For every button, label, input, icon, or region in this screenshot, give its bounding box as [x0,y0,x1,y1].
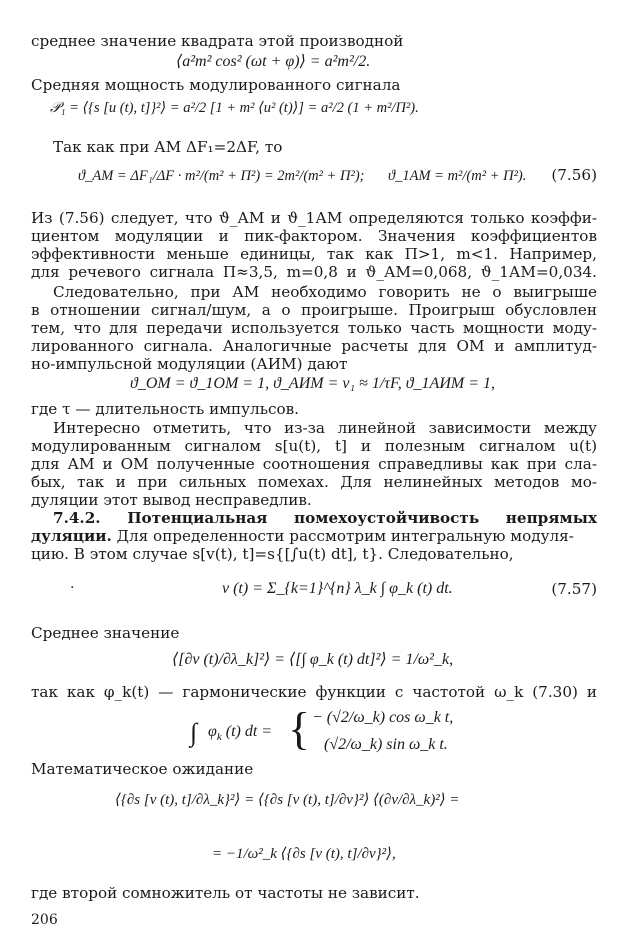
text-line: в отношении сигнал/шум, а о проигрыше. Проигрыш обусловлен [31,301,597,319]
text-line: так как φ_k(t) — гармонические функции с частотой ω_k (7.30) и [31,683,597,701]
equation: = −1/ω²_k ⟨{∂s [ν (t), t]/∂ν}²⟩, [212,846,396,862]
text-line: циентом модуляции и пик-фактором. Значения коэффициентов [31,227,597,245]
text-line: лированного сигнала. Аналогичные расчеты для ОМ и амплитуд- [31,337,597,355]
equation: ⟨{∂s [ν (t), t]/∂λ_k}²⟩ = ⟨{∂s [ν (t), t]/∂ν}²⟩ ⟨(∂ν/∂λ_k)²⟩ = [115,792,460,808]
page-number: 206 [31,912,58,928]
text-run: Для определенности рассмотрим интегральную модуля- [111,527,574,545]
text-line: для речевого сигнала П≈3,5, m=0,8 и ϑ_АМ=0,068, ϑ_1АМ=0,034. [31,263,597,281]
equation: ν (t) = Σ_{k=1}^{n} λ_k ∫ φ_k (t) dt. [222,580,453,597]
text-line [31,527,597,545]
text-line: где второй сомножитель от частоты не зависит. [31,884,420,902]
stray-mark: · [70,580,75,596]
integral-sign: ∫ [190,718,198,747]
equation-lhs: $\varphi_k$ (t) dt = [208,723,273,744]
equation: ϑ_1АМ = m²/(m² + П²). [388,168,527,184]
text-line: тем, что для передачи используется только часть мощности моду- [31,319,597,337]
equation: ϑ_ОМ = ϑ_1ОМ = 1, ϑ_АИМ = ν₁ ≈ 1/τF, ϑ_1АИМ = 1, [130,375,495,392]
section-heading: 7.4.2. Потенциальная помехоустойчивость непрямых [53,509,597,527]
equation: − (√2/ω_k) cos ω_k t, [312,709,454,726]
text-line: дуляции этот вывод несправедлив. [31,491,312,509]
text-line: Математическое ожидание [31,760,254,778]
equation: ⟨a²m² cos² (ωt + φ)⟩ = a²m²/2. [176,53,371,70]
text-line: эффективности меньше единицы, так как П>1, m<1. Например, [31,245,597,263]
text-line: Следовательно, при АМ необходимо говорить не о выигрыше [53,283,597,301]
text-line: для АМ и ОМ полученные соотношения справедливы как при сла- [31,455,597,473]
equation-number: (7.57) [551,580,597,598]
equation: ⟨[∂ν (t)/∂λ_k]²⟩ = ⟨[∫ φ_k (t) dt]²⟩ = 1/ω²_k, [172,651,454,668]
brace: { [288,703,311,754]
equation: 𝒫₁ = ⟨{s [u (t), t]}²⟩ = a²/2 [1 + m² ⟨u² (t)⟩] = a²/2 (1 + m²/П²). [50,100,419,116]
text-line: Из (7.56) следует, что ϑ_АМ и ϑ_1АМ определяются только коэффи- [31,209,597,227]
equation: ϑ_АМ = ΔF₁/ΔF · m²/(m² + П²) = 2m²/(m² + П²); [78,168,365,184]
section-heading-end: дуляции. [31,527,112,545]
text-line: модулированным сигналом s[u(t), t] и полезным сигналом u(t) [31,437,597,455]
text-line: где τ — длительность импульсов. [31,400,300,418]
equation-number: (7.56) [551,166,597,184]
text-line: Средняя мощность модулированного сигнала [31,76,401,94]
text-line: цию. В этом случае s[v(t), t]=s{[∫u(t) dt], t}. Следовательно, [31,545,514,563]
text-line: но-импульсной модуляции (АИМ) дают [31,355,348,373]
text-line: Среднее значение [31,624,180,642]
text-line: среднее значение квадрата этой производной [31,32,404,50]
text-line: бых, так и при сильных помехах. Для нелинейных методов мо- [31,473,597,491]
equation: (√2/ω_k) sin ω_k t. [324,736,448,753]
text-line: Интересно отметить, что из-за линейной зависимости между [53,419,597,437]
text-line: Так как при АМ ΔF₁=2ΔF, то [53,138,283,156]
